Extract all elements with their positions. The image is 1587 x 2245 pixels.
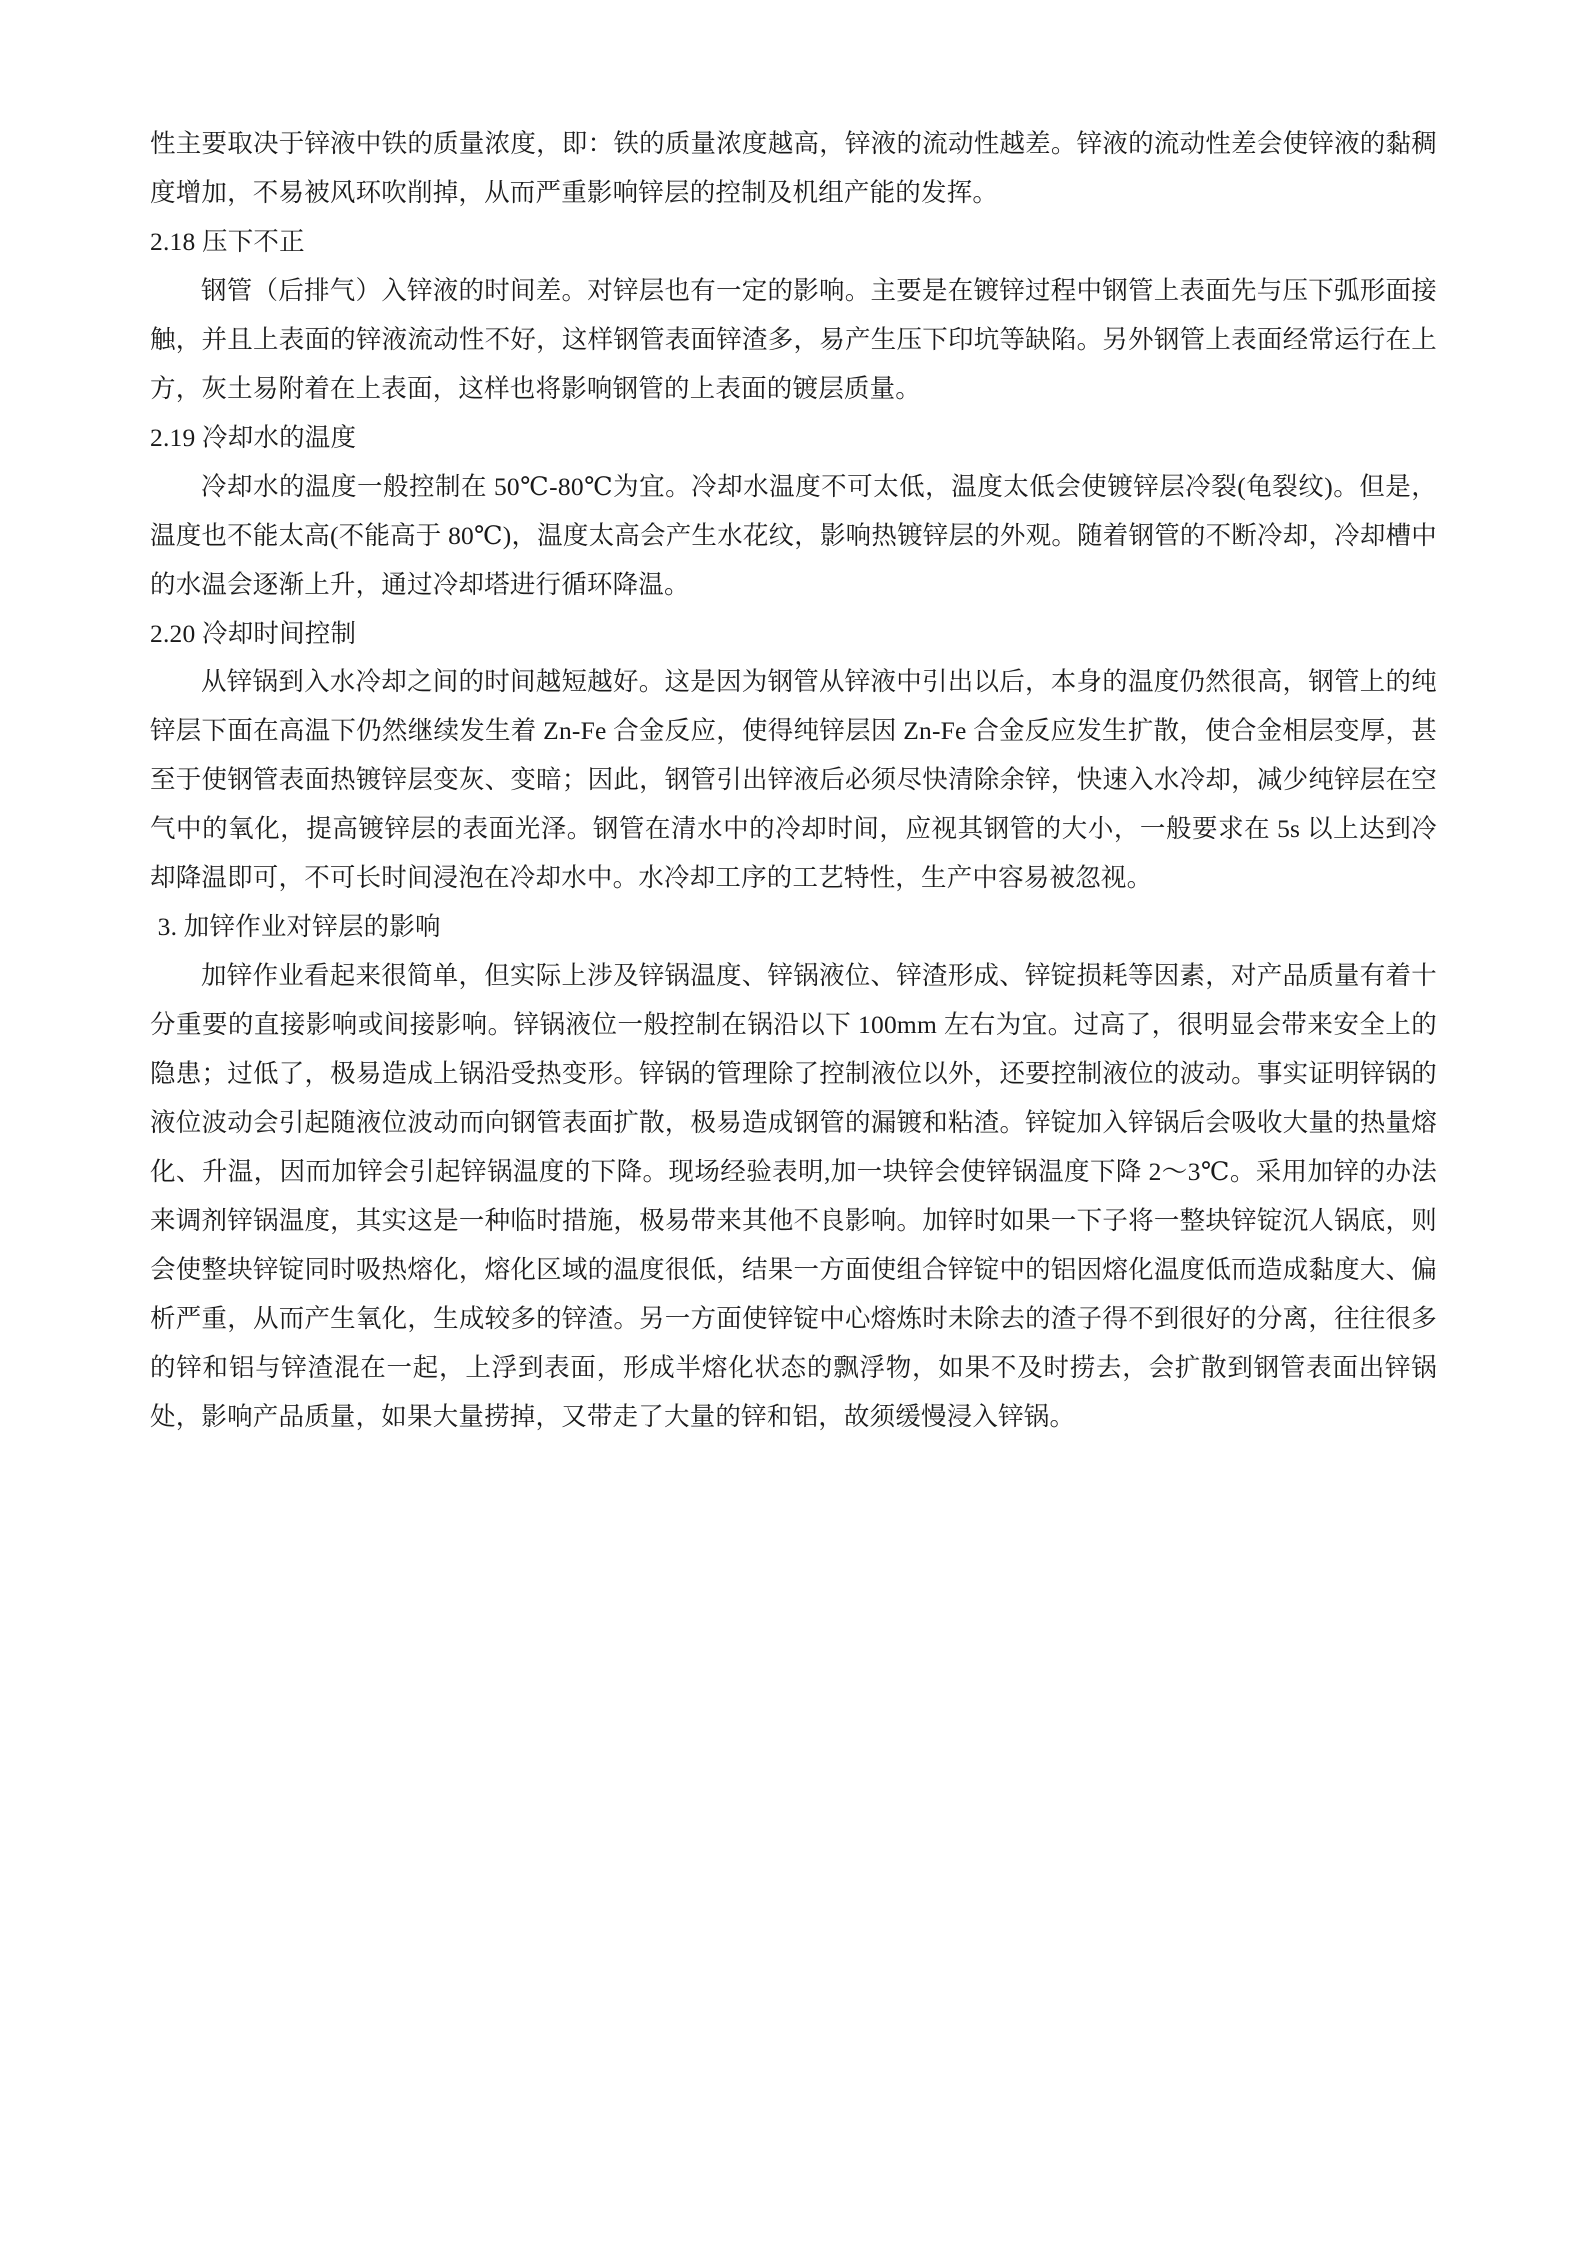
document-body	[150, 120, 1437, 1442]
heading-2-20: 2.20 冷却时间控制	[150, 618, 357, 648]
paragraph-2-18: 钢管（后排气）入锌液的时间差。对锌层也有一定的影响。主要是在镀锌过程中钢管上表面先与压下弧形面接触，并且上表面的锌液流动性不好，这样钢管表面锌渣多，易产生压下印坑等缺陷。另外钢管上表面经常运行在上方，灰土易附着在上表面，这样也将影响钢管的上表面的镀层质量。	[150, 275, 1437, 403]
paragraph-2-19: 冷却水的温度一般控制在 50℃-80℃为宜。冷却水温度不可太低，温度太低会使镀锌层冷裂(龟裂纹)。但是，温度也不能太高(不能高于 80℃)，温度太高会产生水花纹，影响热镀锌层的外观。随着钢管的不断冷却，冷却槽中的水温会逐渐上升，通过冷却塔进行循环降温。	[150, 471, 1437, 599]
heading-2-19: 2.19 冷却水的温度	[150, 422, 357, 452]
heading-2-18: 2.18 压下不正	[150, 226, 305, 256]
paragraph-continued-intro: 性主要取决于锌液中铁的质量浓度，即：铁的质量浓度越高，锌液的流动性越差。锌液的流动性差会使锌液的黏稠度增加，不易被风环吹削掉，从而严重影响锌层的控制及机组产能的发挥。	[150, 129, 1437, 207]
heading-3: 3. 加锌作业对锌层的影响	[157, 912, 441, 942]
paragraph-3: 加锌作业看起来很简单，但实际上涉及锌锅温度、锌锅液位、锌渣形成、锌锭损耗等因素，对产品质量有着十分重要的直接影响或间接影响。锌锅液位一般控制在锅沿以下 100mm 左右为宜。过高了，很明显会带来安全上的隐患；过低了，极易造成上锅沿受热变形。锌锅的管理除了控制液位以外，还要控制液位的波动。事实证明锌锅的液位波动会引起随液位波动而向钢管表面扩散，极易造成钢管的漏镀和粘渣。锌锭加入锌锅后会吸收大量的热量熔化、升温，因而加锌会引起锌锅温度的下降。现场经验表明,加一块锌会使锌锅温度下降 2～3℃。采用加锌的办法来调剂锌锅温度，其实这是一种临时措施，极易带来其他不良影响。加锌时如果一下子将一整块锌锭沉人锅底，则会使整块锌锭同时吸热熔化，熔化区域的温度很低，结果一方面使组合锌锭中的铝因熔化温度低而造成黏度大、偏析严重，从而产生氧化，生成较多的锌渣。另一方面使锌锭中心熔炼时未除去的渣子得不到很好的分离，往往很多的锌和铝与锌渣混在一起，上浮到表面，形成半熔化状态的飘浮物，如果不及时捞去，会扩散到钢管表面出锌锅处，影响产品质量，如果大量捞掉，又带走了大量的锌和铝，故须缓慢浸入锌锅。	[150, 961, 1437, 1431]
paragraph-2-20: 从锌锅到入水冷却之间的时间越短越好。这是因为钢管从锌液中引出以后，本身的温度仍然很高，钢管上的纯锌层下面在高温下仍然继续发生着 Zn-Fe 合金反应，使得纯锌层因 Zn-Fe 合金反应发生扩散，使合金相层变厚，甚至于使钢管表面热镀锌层变灰、变暗；因此，钢管引出锌液后必须尽快清除余锌，快速入水冷却，减少纯锌层在空气中的氧化，提高镀锌层的表面光泽。钢管在清水中的冷却时间，应视其钢管的大小，一般要求在 5s 以上达到冷却降温即可，不可长时间浸泡在冷却水中。水冷却工序的工艺特性，生产中容易被忽视。	[150, 667, 1437, 893]
